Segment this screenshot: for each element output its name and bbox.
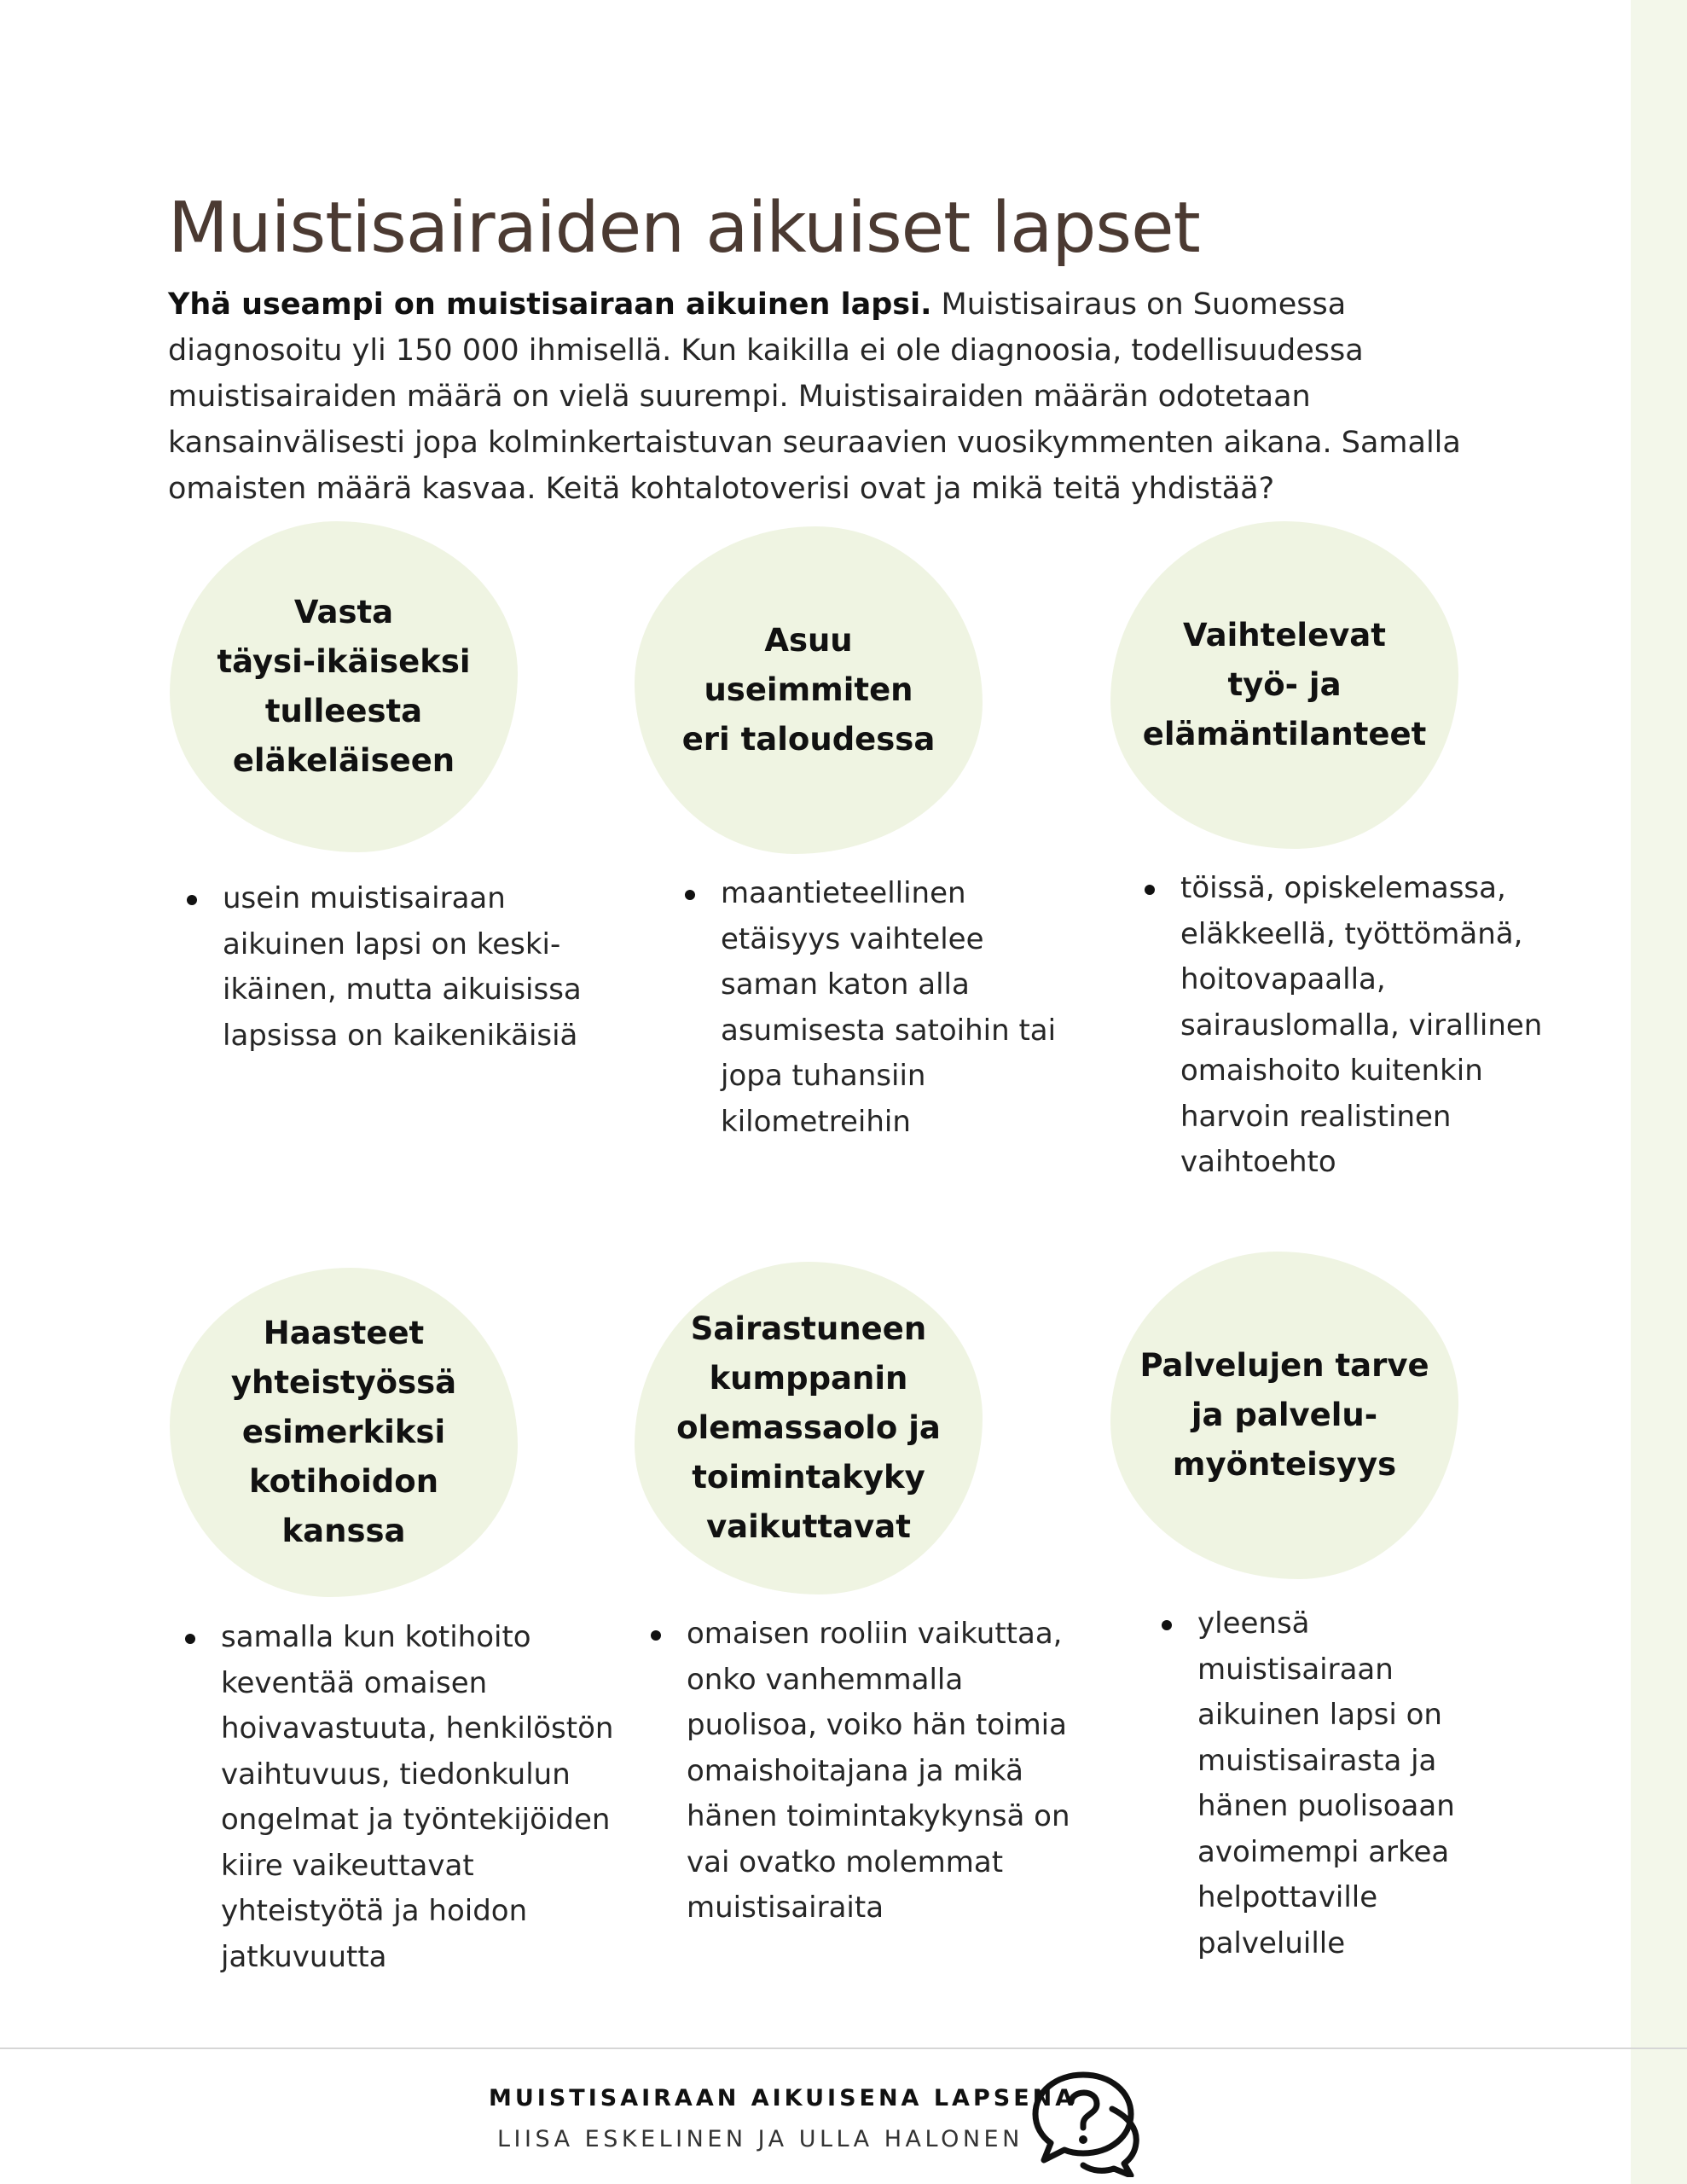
bullet-item: usein muistisairaan aikuinen lapsi on keski-ikäinen, mutta aikuisissa lapsissa on kaikenikäisiä — [168, 876, 612, 1059]
heading-line: kotihoidon — [248, 1463, 439, 1500]
heading-line: eläkeläiseen — [232, 742, 455, 779]
card-bullets-services — [1143, 1601, 1484, 1966]
side-strip — [1631, 0, 1687, 2184]
footer-book-title: MUISTISAIRAAN AIKUISENA LAPSENA — [489, 2085, 1077, 2111]
heading-line: useimmiten — [704, 671, 913, 708]
heading-line: myönteisyys — [1172, 1446, 1397, 1483]
heading-line: esimerkiksi — [241, 1414, 446, 1450]
card-bullets-cooperation — [166, 1615, 627, 1980]
card-bullets-partner — [632, 1612, 1075, 1931]
heading-line: Haasteet — [263, 1315, 425, 1351]
heading-line: kumppanin — [709, 1360, 908, 1397]
heading-line: elämäntilanteet — [1142, 716, 1427, 752]
card-bullets-life-situations — [1126, 866, 1552, 1186]
heading-line: Vaihtelevat — [1183, 617, 1386, 653]
intro-body: Muistisairaus on Suomessa diagnosoitu yli 150 000 ihmisellä. Kun kaikilla ei ole diagnoosia, todellisuudessa muistisairaiden määrä on vielä suurempi. Muistisairaiden määrän odotetaan kansainvälisesti jopa kolminkertaistuvan seuraavien vuosikymmenten aikana. Samalla omaisten määrä kasvaa. Keitä kohtalotoverisi ovat ja mikä teitä yhdistää? — [168, 288, 1461, 506]
card-bullets-age-range — [168, 876, 612, 1059]
intro-paragraph — [168, 282, 1481, 512]
heading-line: Asuu — [764, 622, 853, 659]
heading-line: täysi-ikäiseksi — [217, 643, 471, 680]
card-heading-services — [1110, 1252, 1458, 1579]
footer-authors: LIISA ESKELINEN JA ULLA HALONEN — [497, 2126, 1023, 2152]
card-heading-life-situations — [1110, 521, 1458, 849]
bullet-item: omaisen rooliin vaikuttaa, onko vanhemmalla puolisoa, voiko hän toimia omaishoitajana ja mikä hänen toimintakykynsä on vai ovatko molemmat muistisairaita — [632, 1612, 1075, 1931]
bullet-item: maantieteellinen etäisyys vaihtelee saman katon alla asumisesta satoihin tai jopa tuhansiin kilometreihin — [666, 871, 1067, 1145]
card-heading-cooperation — [170, 1268, 518, 1597]
card-heading-household — [635, 526, 983, 854]
page-title: Muistisairaiden aikuiset lapset — [168, 188, 1200, 269]
heading-line: vaikuttavat — [706, 1508, 911, 1545]
footer-divider — [0, 2048, 1687, 2049]
heading-line: tulleesta — [264, 693, 423, 729]
heading-line: ja palvelu- — [1191, 1397, 1378, 1433]
intro-lead: Yhä useampi on muistisairaan aikuinen lapsi. — [168, 288, 932, 322]
heading-line: työ- ja — [1227, 666, 1342, 703]
card-heading-age-range — [170, 521, 518, 852]
bullet-item: yleensä muistisairaan aikuinen lapsi on muistisairasta ja hänen puolisoaan avoimempi arkea helpottaville palveluille — [1143, 1601, 1484, 1966]
speech-bubbles-question-icon — [1030, 2070, 1143, 2177]
heading-line: toimintakyky — [692, 1459, 925, 1496]
heading-line: eri taloudessa — [681, 721, 936, 758]
bullet-item: töissä, opiskelemassa, eläkkeellä, työttömänä, hoitovapaalla, sairauslomalla, virallinen omaishoito kuitenkin harvoin realistinen vaihtoehto — [1126, 866, 1552, 1186]
heading-line: kanssa — [281, 1513, 406, 1549]
heading-line: Sairastuneen — [690, 1310, 927, 1347]
bullet-item: samalla kun kotihoito keventää omaisen hoivavastuuta, henkilöstön vaihtuvuus, tiedonkulun ongelmat ja työntekijöiden kiire vaikeuttavat yhteistyötä ja hoidon jatkuvuutta — [166, 1615, 627, 1980]
card-heading-partner — [635, 1262, 983, 1594]
heading-line: Vasta — [293, 594, 394, 630]
heading-line: Palvelujen tarve — [1139, 1347, 1429, 1384]
heading-line: yhteistyössä — [230, 1364, 457, 1401]
card-bullets-household — [666, 871, 1067, 1145]
heading-line: olemassaolo ja — [676, 1409, 941, 1446]
